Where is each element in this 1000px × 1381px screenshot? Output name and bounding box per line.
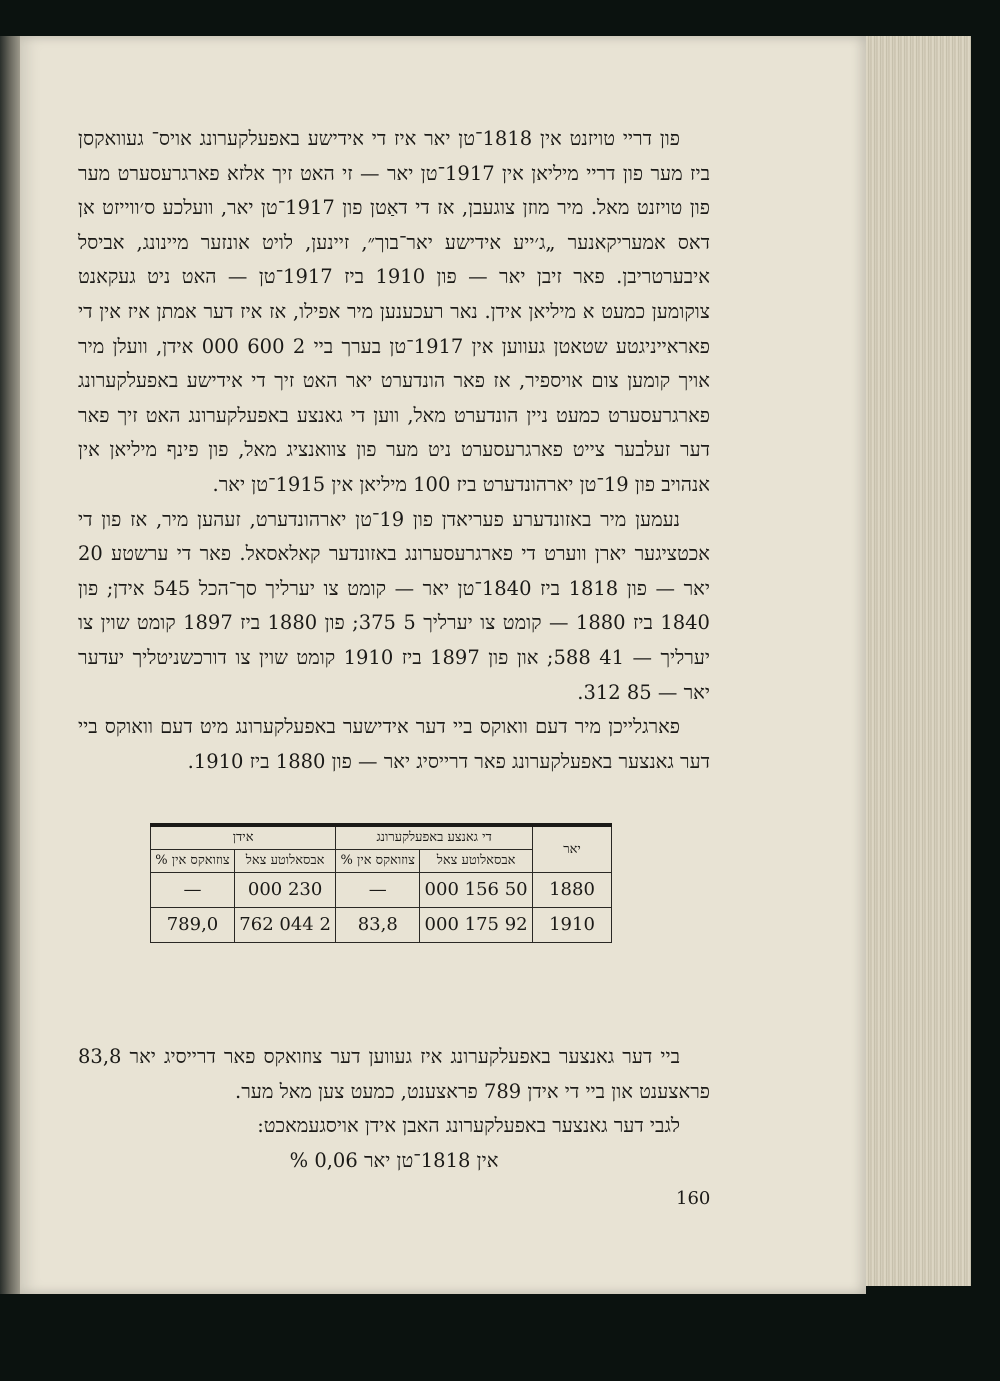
- cell-jews-absolute: 230 000: [234, 873, 335, 908]
- table-row: [151, 908, 612, 943]
- paragraph-3: פארגלייכן מיר דעם וואוקס ביי דער אידישער באפעלקערונג מיט דעם וואוקס ביי דער גאנצער באפעלקערונג פאר דרייסיג יאר — פון 1880 ביז 1910.: [78, 715, 710, 773]
- header-jews-growth: צוזואקס אין %: [151, 850, 235, 873]
- cell-total-absolute: 92 175 000: [420, 908, 533, 943]
- paragraph-1: פון דריי טויזנט אין 1818־טן יאר איז די אידישע באפעלקערונג אויס־ געוואקסן ביז מער פון דריי מיליאן אין 1917־טן יאר — זי האט זיך אלזא פארגרעסערט מער פון טויזנט מאל. מיר מוזן צוגעבן, אז די דאַטן פון 1917־טן יאר, וועלכע ס׳ווייזט אן דאס אמעריקאנער „ג׳ייע אידישע יאר־בוך״, זיינען, לויט אונזער מיינונג, אביסל איבערטריבן. פאר זיבן יאר — פון 1910 ביז 1917־טן — האט ניט געקאנט צוקומען כמעט א מיליאן אידן. נאר רעכענען מיר אפילו, אז איז דער אמתן איז אין די פאראייניגטע שטאטן געווען אין 1917־טן בערך ביי 2 600 000 אידן, וועלן מיר אויך קומען צום אויספיר, אז פאר הונדערט יאר האט זיך די אידישע באפעלקערונג פארגרעסערט כמעט ניין הונדערט מאל, ווען די גאנצע באפעלקערונג האט זיך פאר דער זעלבער צייט פארגרעסערט ניט מער פון צוואנציג מאל, פון פינף מיליאן אין אנהויב פון 19־טן יארהונדערט ביז 100 מיליאן אין 1915־טן יאר.: [78, 127, 711, 496]
- ratio-line: אין 1818־טן יאר 0,06 %: [289, 1148, 499, 1172]
- header-jews-absolute: אבסאלוטע צאל: [234, 850, 335, 873]
- population-growth-table: [150, 823, 612, 943]
- header-total-absolute: אבסאלוטע צאל: [420, 850, 533, 873]
- post-table-text: [78, 1040, 710, 1178]
- cell-year: 1880: [533, 873, 612, 908]
- header-total-growth: צוזואקס אין %: [336, 850, 420, 873]
- page-number: 160: [676, 1188, 711, 1209]
- header-total-population: די גאנצע באפעלקערונג: [336, 825, 533, 850]
- page-edges: [850, 36, 971, 1286]
- table-row: [151, 873, 612, 908]
- header-jews: אידן: [151, 825, 336, 850]
- cell-total-absolute: 50 156 000: [420, 873, 533, 908]
- paragraph-5: לגבי דער גאנצער באפעלקערונג האבן אידן אויסגעמאכט:: [257, 1114, 680, 1138]
- cell-total-growth: 83,8: [336, 908, 420, 943]
- body-text: [78, 122, 710, 779]
- cell-jews-growth: 789,0: [151, 908, 235, 943]
- cell-jews-absolute: 2 044 762: [234, 908, 335, 943]
- paragraph-2: נעמען מיר באזונדערע פעריאדן פון 19־טן יארהונדערט, זעהען מיר, אז פון די אכטציגער יארן ווערט די פארגרעסערונג באזונדער קאלאסאל. פאר די ערשטע 20 יאר — פון 1818 ביז 1840־טן יאר — קומט צו יערליך סך־הכל 545 אידן; פון 1840 ביז 1880 — קומט צו יערליך 5 375; פון 1880 ביז 1897 קומט שוין צו יערליך — 41 588; און פון 1897 ביז 1910 קומט שוין צו דורכשניטליך יעדער יאר — 85 312.: [78, 507, 710, 704]
- cell-total-growth: —: [336, 873, 420, 908]
- header-year: יאר: [533, 825, 612, 873]
- paragraph-4: ביי דער גאנצער באפעלקערונג איז געווען דער צוזואקס פאר דרייסיג יאר 83,8 פראצענט און ביי די אידן 789 פראצענט, כמעט צען מאל מער.: [78, 1045, 710, 1103]
- cell-jews-growth: —: [151, 873, 235, 908]
- cell-year: 1910: [533, 908, 612, 943]
